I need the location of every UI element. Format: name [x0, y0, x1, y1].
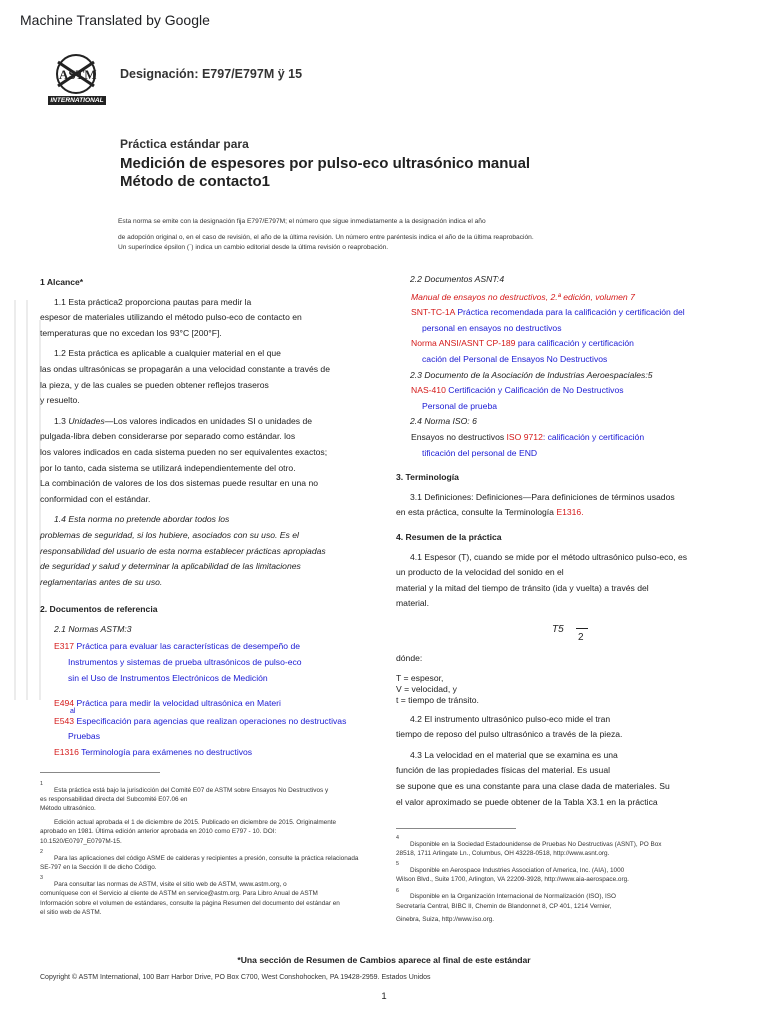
- svg-text:ASTM: ASTM: [59, 67, 97, 82]
- footnote-2: [40, 848, 370, 872]
- ref-title[interactable]: Terminología para exámenes no destructivos: [81, 747, 253, 758]
- text-line: por lo tanto, cada sistema se utilizará independientemente del otro.: [40, 462, 296, 473]
- text-line: problemas de seguridad, si los hubiere, asociados con su uso. Es el: [40, 529, 299, 540]
- text-line: 1.1 Esta práctica2 proporciona pautas para medir la: [54, 296, 252, 307]
- footnote-line: aprobado en 1981. Última edición anterior aprobada en 2010 como E797 - 10. DOI:: [40, 828, 277, 836]
- equation-denominator: 2: [578, 632, 584, 643]
- footnote-divider-right: [396, 828, 516, 829]
- text-line: 4.2 El instrumento ultrasónico pulso-eco mide el tran: [410, 713, 611, 724]
- text-line: la pieza, y de las cuales se pueden obtener reflejos traseros: [40, 379, 269, 390]
- footnote-line: comuníquese con el Servicio al cliente de ASTM en service@astm.org. Para Libro Anual de ASTM: [40, 890, 318, 898]
- ref-title-overlap[interactable]: al: [70, 708, 76, 716]
- paragraph-4-1: [396, 550, 726, 612]
- text-line: el valor aproximado se puede obtener de la Tabla X3.1 en la práctica: [396, 796, 658, 807]
- ref-title[interactable]: para calificación y certificación: [517, 338, 634, 349]
- page-title: [120, 155, 640, 191]
- footnote-line: SE-797 en la Sección II de dicho Código.: [40, 863, 157, 871]
- text-line: espesor de materiales utilizando el método pulso-eco de contacto en: [40, 312, 302, 323]
- page-number: 1: [381, 991, 387, 1002]
- text-line: 3.1 Definiciones: Definiciones—Para definiciones de términos usados: [410, 491, 675, 502]
- ref-title[interactable]: Práctica para evaluar las características de desempeño de: [76, 641, 301, 652]
- paragraph-4-3: [396, 748, 726, 810]
- paragraph-1-1: [40, 295, 362, 342]
- left-column: [40, 275, 362, 761]
- title-line: Método de contacto1: [120, 173, 271, 190]
- left-footnotes: [40, 780, 370, 917]
- pretitle: Práctica estándar para: [120, 137, 249, 151]
- ref-title[interactable]: Especificación para agencias que realizan operaciones no destructivas: [76, 715, 347, 726]
- nas-410-ref[interactable]: [396, 383, 726, 414]
- aia-heading: 2.3 Documento de la Asociación de Industrias Aeroespaciales:5: [410, 369, 653, 380]
- footnote-1: [40, 780, 370, 814]
- footnote-line: Edición actual aprobada el 1 de diciembre de 2015. Publicado en diciembre de 2015. Originalmente: [54, 818, 337, 826]
- text-line: material.: [396, 598, 429, 609]
- right-footnotes: [396, 834, 731, 924]
- text-line: temperaturas que no excedan los 93°C [200°F].: [40, 327, 222, 338]
- asnt-manual-ref[interactable]: Manual de ensayos no destructivos, 2.ª edición, volumen 7: [411, 291, 635, 302]
- ref-title-cont[interactable]: Instrumentos y sistemas de prueba ultrasónicos de pulso-eco: [68, 657, 302, 668]
- text-span: Los valores indicados en unidades SI o unidades de: [113, 415, 313, 426]
- ref-title[interactable]: Certificación y Calificación de No Destructivos: [448, 385, 624, 396]
- text-line: 4.1 Espesor (T), cuando se mide por el método ultrasónico pulso-eco, es: [410, 551, 688, 562]
- designation: Designación: E797/E797M ÿ 15: [120, 67, 303, 81]
- summary-of-changes-note: *Una sección de Resumen de Cambios aparece al final de este estándar: [237, 955, 531, 965]
- ref-code[interactable]: E317: [54, 641, 75, 652]
- text-line: pulgada-libra deben considerarse por separado como estándar. los: [40, 431, 296, 442]
- footnote-marker: 3: [40, 875, 43, 882]
- section-summary-heading: 4. Resumen de la práctica: [396, 531, 502, 542]
- text-line: material y la mitad del tiempo de tránsito (ida y vuelta) a través del: [396, 582, 649, 593]
- footnote-edition: [40, 818, 370, 846]
- units-label: Unidades—: [68, 415, 114, 426]
- variable-def: T = espesor,: [396, 672, 444, 683]
- note-line: de adopción original o, en el caso de revisión, el año de la última revisión. Un número entre paréntesis indica el año de la última reaprobación.: [118, 233, 534, 241]
- footnote-line: Ginebra, Suiza, http://www.iso.org.: [396, 916, 495, 924]
- text-line: y resuelto.: [40, 395, 80, 406]
- footnote-marker: 6: [396, 887, 399, 894]
- footnote-divider-left: [40, 772, 160, 773]
- text-line: conformidad con el estándar.: [40, 493, 151, 504]
- footnote-line: 10.1520/E0797_E0797M-15.: [40, 837, 122, 845]
- ref-title-cont[interactable]: cación del Personal de Ensayos No Destructivos: [422, 353, 608, 364]
- section-references-heading: 2. Documentos de referencia: [40, 604, 158, 615]
- ref-code[interactable]: Norma ANSI/ASNT CP-189: [411, 338, 516, 349]
- ref-code[interactable]: SNT-TC-1A: [411, 307, 455, 318]
- reference-e317[interactable]: [40, 639, 362, 686]
- footnote-line: Método ultrasónico.: [40, 805, 96, 813]
- ref-title-cont[interactable]: Pruebas: [68, 731, 101, 742]
- text-line: de seguridad y salud y determinar la aplicabilidad de las limitaciones: [40, 561, 301, 572]
- footnote-3: [40, 874, 370, 917]
- ref-title-cont[interactable]: Personal de prueba: [422, 400, 498, 411]
- text-line: 1.2 Esta práctica es aplicable a cualquier material en el que: [54, 348, 281, 359]
- text-line: un producto de la velocidad del sonido en el: [396, 567, 564, 578]
- footnote-line: Secretaría Central, BIBC II, Chemin de Blandonnet 8, CP 401, 1214 Vernier,: [396, 902, 612, 910]
- footnote-line: 28518, 1711 Arlingate Ln., Columbus, OH 43228-0518, http://www.asnt.org.: [396, 849, 610, 857]
- iso-heading: 2.4 Norma ISO: 6: [410, 416, 477, 427]
- logo-text: INTERNATIONAL: [50, 97, 104, 104]
- ref-title-cont[interactable]: personal en ensayos no destructivos: [422, 322, 562, 333]
- text-line: función de las propiedades físicas del material. Es usual: [396, 765, 611, 776]
- variable-def: t = tiempo de tránsito.: [396, 694, 479, 705]
- ref-prefix: Ensayos no destructivos: [411, 431, 505, 442]
- text-line: 4.3 La velocidad en el material que se examina es una: [410, 749, 618, 760]
- footnote-line: Para las aplicaciones del código ASME de calderas y recipientes a presión, consulte la práctica relacionada: [54, 854, 359, 862]
- asnt-cp-189-ref[interactable]: [396, 336, 726, 367]
- right-column: [396, 272, 726, 612]
- ref-code[interactable]: E1316: [54, 747, 79, 758]
- ref-title[interactable]: : calificación y certificación: [542, 431, 645, 442]
- note-line: Un superíndice épsilon (´) indica un cambio editorial desde la última revisión o reaprobación.: [118, 243, 389, 251]
- paragraph-3-1: [396, 490, 726, 521]
- text-line: las ondas ultrasónicas se propagarán a una velocidad constante a través de: [40, 363, 330, 374]
- text-line: La combinación de valores de los dos sistemas puede resultar en una no: [40, 478, 319, 489]
- text-span: en esta práctica, consulte la Terminología: [396, 507, 554, 518]
- reference-e494[interactable]: [40, 696, 362, 716]
- note-line: Esta norma se emite con la designación fija E797/E797M; el número que sigue inmediatamente a la designación indica el año: [118, 218, 486, 225]
- ref-title-cont[interactable]: tificación del personal de END: [422, 447, 538, 458]
- text-line: 1.4 Esta norma no pretende abordar todos los: [54, 514, 230, 525]
- equation-fraction-bar: [576, 628, 588, 629]
- iso-9712-ref[interactable]: [396, 430, 726, 461]
- footnote-line: el sitio web de ASTM.: [40, 909, 102, 917]
- copyright-line: Copyright © ASTM International, 100 Barr Harbor Drive, PO Box C700, West Conshohocken, PA 19428-2959. Estados Unidos: [40, 974, 431, 981]
- designation-note: [118, 217, 588, 252]
- text-line: [40, 414, 362, 430]
- ref-code[interactable]: NAS-410: [411, 385, 446, 396]
- footnote-line: Información sobre el volumen de estándares, consulte la página Resumen del documento del estándar en: [40, 899, 340, 907]
- variable-list: [396, 673, 726, 706]
- footnote-5: [396, 860, 731, 884]
- ref-title[interactable]: Práctica recomendada para la calificación y certificación del: [457, 307, 685, 318]
- footnote-4: [396, 834, 731, 858]
- footnote-line: Disponible en la Sociedad Estadounidense de Pruebas No Destructivas (ASNT), PO Box: [410, 840, 662, 848]
- text-line: se supone que es una constante para una clase dada de materiales. Su: [396, 780, 670, 791]
- paragraph-1-3: [40, 414, 362, 508]
- paragraph-4-2: [396, 712, 726, 743]
- paragraph-1-2: [40, 346, 362, 408]
- paragraph-1-4: [40, 512, 362, 590]
- ref-code[interactable]: E543: [54, 715, 75, 726]
- right-column-lower: [396, 651, 726, 810]
- footnote-line: Disponible en Aerospace Industries Association of America, Inc. (AIA), 1000: [410, 866, 625, 874]
- text-line: [396, 505, 726, 521]
- equation-lhs: T5: [552, 624, 564, 635]
- footnote-line: es responsabilidad directa del Subcomité E07.06 en: [40, 795, 188, 803]
- text-line: los valores indicados en cada sistema pueden no ser equivalentes exactos;: [40, 446, 328, 457]
- text-line: tiempo de reposo del pulso ultrasónico a través de la pieza.: [396, 729, 623, 740]
- side-watermark: [4, 300, 44, 700]
- footnote-marker: 4: [396, 835, 399, 841]
- thickness-equation: [552, 624, 564, 635]
- astm-standards-heading: 2.1 Normas ASTM:3: [54, 623, 132, 634]
- footnote-marker: 2: [40, 848, 43, 855]
- text-line: responsabilidad del usuario de esta norma establecer prácticas apropiadas: [40, 545, 326, 556]
- ref-code[interactable]: E494: [54, 698, 75, 709]
- section-terminology-heading: 3. Terminología: [396, 472, 459, 483]
- title-line: Medición de espesores por pulso-eco ultrasónico manual: [120, 155, 531, 172]
- para-number: 1.3: [54, 415, 69, 426]
- reference-e543[interactable]: [40, 714, 362, 745]
- footnote-line: Wilson Blvd., Suite 1700, Arlington, VA 22209-3928, http://www.aia-aerospace.org.: [396, 876, 629, 884]
- footnote-6: [396, 887, 731, 925]
- ref-title[interactable]: Práctica para medir la velocidad ultrasónica en Materi: [76, 698, 281, 709]
- text-line: reglamentarias antes de su uso.: [40, 576, 163, 587]
- where-label: dónde:: [396, 653, 423, 663]
- reference-e1316[interactable]: [40, 745, 362, 761]
- footnote-marker: 1: [40, 781, 43, 787]
- variable-def: V = velocidad, y: [396, 683, 457, 694]
- footnote-marker: 5: [396, 861, 399, 868]
- astm-logo: [40, 52, 112, 112]
- footnote-line: Para consultar las normas de ASTM, visite el sitio web de ASTM, www.astm.org, o: [54, 880, 287, 888]
- ref-code[interactable]: ISO 9712: [506, 431, 543, 442]
- ref-title-cont[interactable]: sin el Uso de Instrumentos Electrónicos de Medición: [68, 672, 268, 683]
- asnt-snt-tc-1a-ref[interactable]: [396, 305, 726, 336]
- footnote-line: Esta práctica está bajo la jurisdicción del Comité E07 de ASTM sobre Ensayos No Destructivos y: [54, 786, 329, 794]
- asnt-heading: 2.2 Documentos ASNT:4: [410, 274, 505, 284]
- footnote-line: Disponible en la Organización Internacional de Normalización (ISO), ISO: [410, 893, 617, 901]
- terminology-link[interactable]: E1316.: [556, 507, 584, 518]
- machine-translation-banner: Machine Translated by Google: [20, 12, 210, 28]
- section-scope-heading: 1 Alcance*: [40, 277, 84, 287]
